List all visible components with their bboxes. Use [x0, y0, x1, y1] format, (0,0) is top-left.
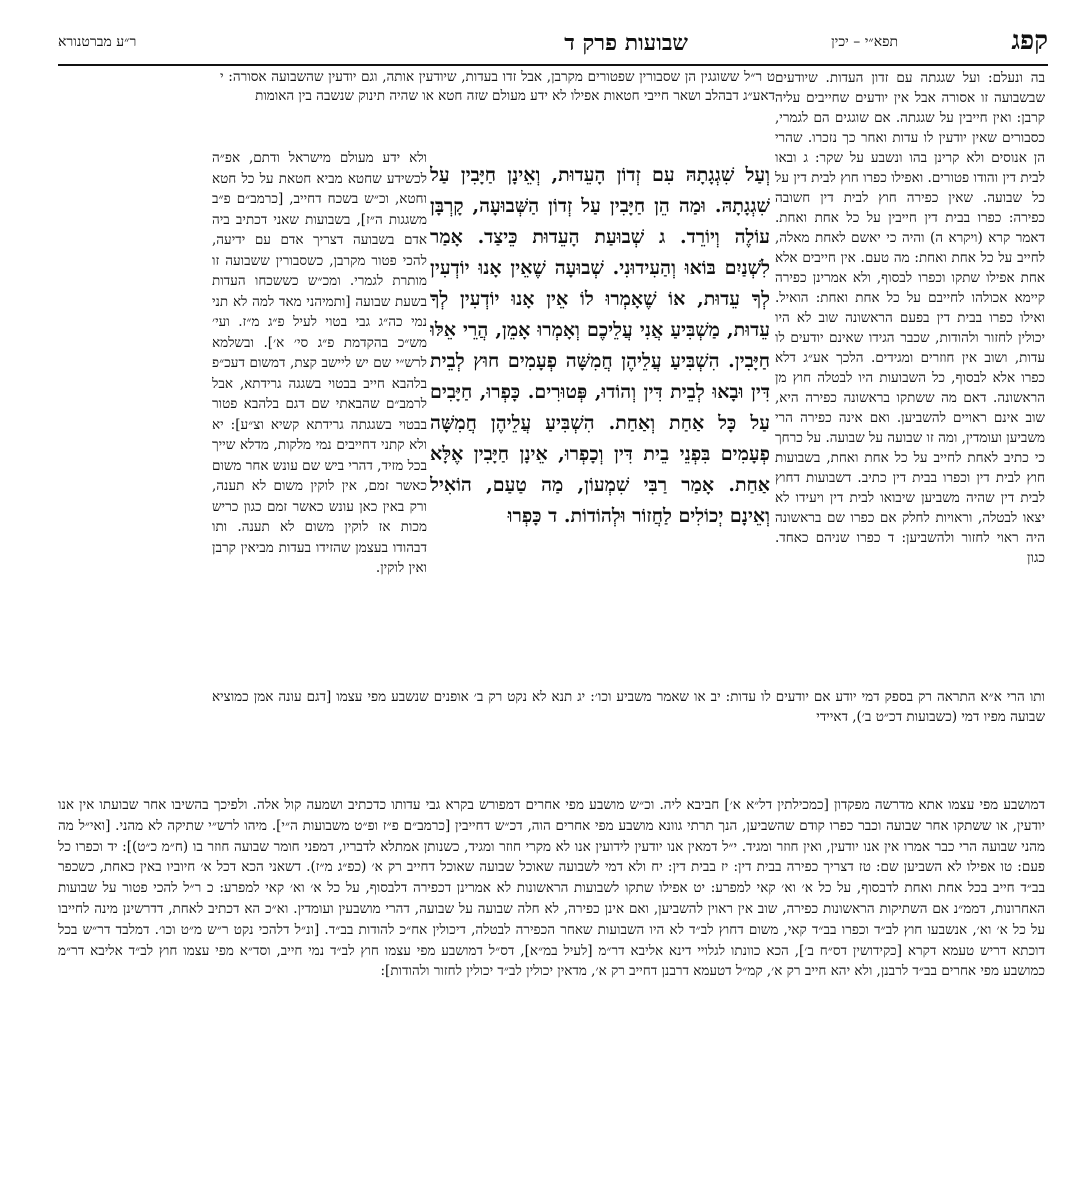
tiferet-yisrael-side-column [212, 148, 427, 579]
tiferet-yisrael-top [220, 68, 775, 106]
header-rule [58, 64, 1048, 66]
tiferet-yisrael-continuation [212, 688, 1045, 727]
tiferet-yisrael-bottom-block [58, 795, 1045, 982]
page-header [58, 26, 1048, 64]
tiferet-yisrael-text-bottom: דמושבע מפי עצמו אתא מדרשה מפקדון [כמכילתין דל״א א׳] חביבא ליה. וכ״ש מושבע מפי אחרים דמפורש בקרא גבי עדותו כדכתיב ושמעה קול אלה. ולפיכך בהשיבו אחר שבועתו אין אנו יודעין, או ששתקו אחר שבועה וכבר כפרו קודם שהשביען, הנך תרתי גוונא מושבע מפי אחרים הוה, דכ״ש דחייבין [כרמב״ם פ״ז ופ״ט משבועות ה״י]. מיהו לרש״י שתיקה לא מהני. [ואי״ל מה מהני שבועה הרי כבר אמרו אין אנו יודעין, ואין חוזר ומגיד. י״ל דמאין אנו יודעין לידועין אנו לא מקרי חוזר ומגיד, כשנותן אמתלא לדבריו, דמפני חומר שבועה חוזר בו (ח״מ כ״ט)]: יד וכפרו כל פעם: טו אפילו לא השביען שם: טז דצריך כפירה בבית דין: יז בבית דין: יח ולא דמי לשבועה שאוכל שבועה שאוכל דחייב רק א׳ (כפ״ג מ״ז). דשאני הכא דכל א׳ חיוביו באין כאחת, כשכפר בב״ד חייב בכל אחת ואחת לדבסוף, על כל א׳ וא׳ קאי למפרע: יט אפילו שתקו לשבועות הראשונות לא אמרינן דכפירה דלבסוף, על כל א׳ וא׳ קאי למפרע: כ ר״ל להכי פטור על שבועות האחרונות, דממ״נ אם השתיקות הראשונות כפירה, שוב אין ראוין להשביען, ואם אינן כפירה, לא חלה שבועה על שבועה, דהרי מושבעין ועומדין. וא״כ הא דכתיב לאחת, דדרשינן מינה לחייבו על כל א׳ וא׳, אנשבעו חוץ לב״ד וכפרו בב״ד קאי, משום דחוץ לב״ד לא היו השבועות שאחר הכפירה לבטלה, דיכולין אח״כ להודות בב״ד. [ונ״ל דלהכי נקט ר״ש מ״ט וכו׳. דמלבד דר״ש בכל דוכתא דריש טעמא דקרא [כקידושין דס״ח ב׳], הכא כוונתו לגלויי דינא אליבא דר״מ [לעיל במ״א], דס״ל דמושבע מפי עצמו חוץ לב״ד נמי חייב, וסד״א מפי עצמו חוץ לב״ד אליבא דר״מ כמושבע מפי אחרים בב״ד לרבנן, ולא יהא חייב רק א׳, קמ״ל דטעמא דרבנן דחייב רק א׳, מדאין יכולין לב״ד יכולין לחזור ולהודות]: [58, 797, 1045, 980]
bartenura-text: בה ונעלם: ועל שגגתה עם זדון העדות. שיודעים שבשבועה זו אסורה אבל אין יודעים שחייבים עליה קרבן: ואין חייבין על שגגתה. אם שוגגים הם לגמרי, כסבורים שאין יודעין לו עדות ואחר כך נזכרו. שהרי הן אנוסים ולא קרינן בהו ונשבע על שקר: ג ובאו לבית דין והודו פטורים. ואפילו כפרו חוץ לבית דין על כל שבועה. שאין כפירה חוץ לבית דין חשובה כפירה: כפרו בבית דין חייבין על כל אחת ואחת. דאמר קרא (ויקרא ה) והיה כי יאשם לאחת מאלה, לחייב על כל אחת ואחת: מה טעם. אין חייבים אלא אחת אפילו שתקו וכפרו לבסוף, ולא אמרינן כפירה קיימא אכולהו לחייבם על כל אחת ואחת: הואיל. ואילו כפרו בבית דין בפעם הראשונה שוב לא היו יכולין לחזור ולהודות, שכבר הגידו שאינם יודעים לו עדות, ושוב אין חוזרים ומגידים. הלכך אע״ג דלא כפרו אלא לבסוף, כל השבועות היו לבטלה חוץ מן הראשונה. דאם מה ששתקו בראשונה כפירה היא, שוב אינם ראויים להשביען. ואם אינה כפירה הרי משביען ועומדין, ומה זו שבועה על שבועה. על כרחך כי כתיב לאחת לחייב על כל אחת ואחת, בשבועות חוץ לבית דין וכפרו בבית דין כתיב. דשבועות דחוץ לבית דין שהיה משביען שיבואו לבית דין ויעידו לא יצאו לבטלה, וראויות לחלק אם כפרו שם בראשונה היה ראוי לחזור ולהשביען: ד כפרו שניהם כאחד. כגון [775, 70, 1045, 566]
bartenura-commentary-column [775, 68, 1045, 568]
tractate-chapter-title: שבועות פרק ד [564, 30, 688, 56]
mishnah-text-column [430, 160, 770, 532]
mishnah-text: וְעַל שִׁגְגָתָהּ עִם זְדוֹן הָעֵדוּת, וְאֵינָן חַיָּבִין עַל שִׁגְגָתָהּ. וּמַה הֵן חַיָּבִין עַל זְדוֹן הַשְּׁבוּעָה, קָרְבָּן עוֹלֶה וְיוֹרֵד. ג שְׁבוּעַת הָעֵדוּת כֵּיצַד. אָמַר לִשְׁנַיִם בּוֹאוּ וְהַעִידוּנִי. שְׁבוּעָה שֶׁאֵין אָנוּ יוֹדְעִין לְךָ עֵדוּת, אוֹ שֶׁאָמְרוּ לוֹ אֵין אָנוּ יוֹדְעִין לְךָ עֵדוּת, מַשְׁבִּיעַ אֲנִי עֲלֵיכֶם וְאָמְרוּ אָמֵן, הֲרֵי אֵלּוּ חַיָּבִין. הִשְׁבִּיעַ עֲלֵיהֶן חֲמִשָּׁה פְעָמִים חוּץ לְבֵית דִּין וּבָאוּ לְבֵית דִּין וְהוֹדוּ, פְּטוּרִים. כָּפְרוּ, חַיָּבִים עַל כָּל אַחַת וְאַחַת. הִשְׁבִּיעַ עֲלֵיהֶן חֲמִשָּׁה פְעָמִים בִּפְנֵי בֵית דִּין וְכָפְרוּ, אֵינָן חַיָּבִין אֶלָּא אַחַת. אָמַר רַבִּי שִׁמְעוֹן, מַה טַעַם, הוֹאִיל וְאֵינָם יְכוֹלִים לַחֲזוֹר וּלְהוֹדוֹת. ד כָּפְרוּ [430, 164, 770, 527]
tiferet-yisrael-text-side: ולא ידע מעולם מישראל ודתם, אפ״ה לכשידע שחטא מביא חטאת על כל חטא וחטא, וכ״ש בשכח דחייב, [כרמב״ם פ״ב משגגות ה״ז], בשבועות שאני דכתיב ביה אדם בשבועה דצריך אדם עם ידיעה, להכי פטור מקרבן, כשסבורין ששבועה זו מותרת לגמרי. ומכ״ש כששכחו העדות בשעת שבועה [ותמיהני מאד למה לא תני נמי כה״ג גבי בטוי לעיל פ״ג מ״ז. ועי׳ מש״כ בהקדמת פ״ג סי׳ א׳]. ובשלמא לרש״י שם יש ליישב קצת, דמשום דעכ״פ בלהבא חייב בבטוי בשגגה גרידתא, אבל לרמב״ם שהבאתי שם דגם בלהבא פטור בבטוי בשגגתה גרידתא קשיא וצ״ע]: יא ולא קתני דחייבים נמי מלקות, מדלא שייך בכל מזיד, דהרי ביש שם עונש אחר משום כאשר זמם, אין לוקין משום לא תענה, ורק באין כאן עונש כאשר זמם כגון כריש מכות אז לוקין משום לא תענה. ותו דבהודו בעצמן שהזידו בעדות מביאין קרבן ואין לוקין. [212, 150, 427, 576]
running-header-yachin: תפא״י – יכין [831, 34, 898, 50]
page-number: קפג [1011, 26, 1048, 56]
tiferet-yisrael-text-top: ט ר״ל ששוגגין הן שסבורין שפטורים מקרבן, אבל זדו בעדות, שיודעין אותה, וגם יודעין שהשבועה אסורה: י דאע״ג דבהלב ושאר חייבי חטאות אפילו לא ידע מעולם שזה חטא או שהיה תינוק שנשבה בין האומות [220, 69, 775, 104]
running-header-bartenura: ר״ע מברטנורא [58, 34, 137, 50]
tiferet-yisrael-text-continuation: ותו הרי א״א התראה רק בספק דמי יודע אם יודעים לו עדות: יב או שאמר משביע וכו׳: יג תנא לא נקט רק ב׳ אופנים שנשבע מפי עצמו [דגם עונה אמן כמוציא שבועה מפיו דמי (כשבועות דכ״ט ב׳), דאיידי [212, 689, 1045, 725]
